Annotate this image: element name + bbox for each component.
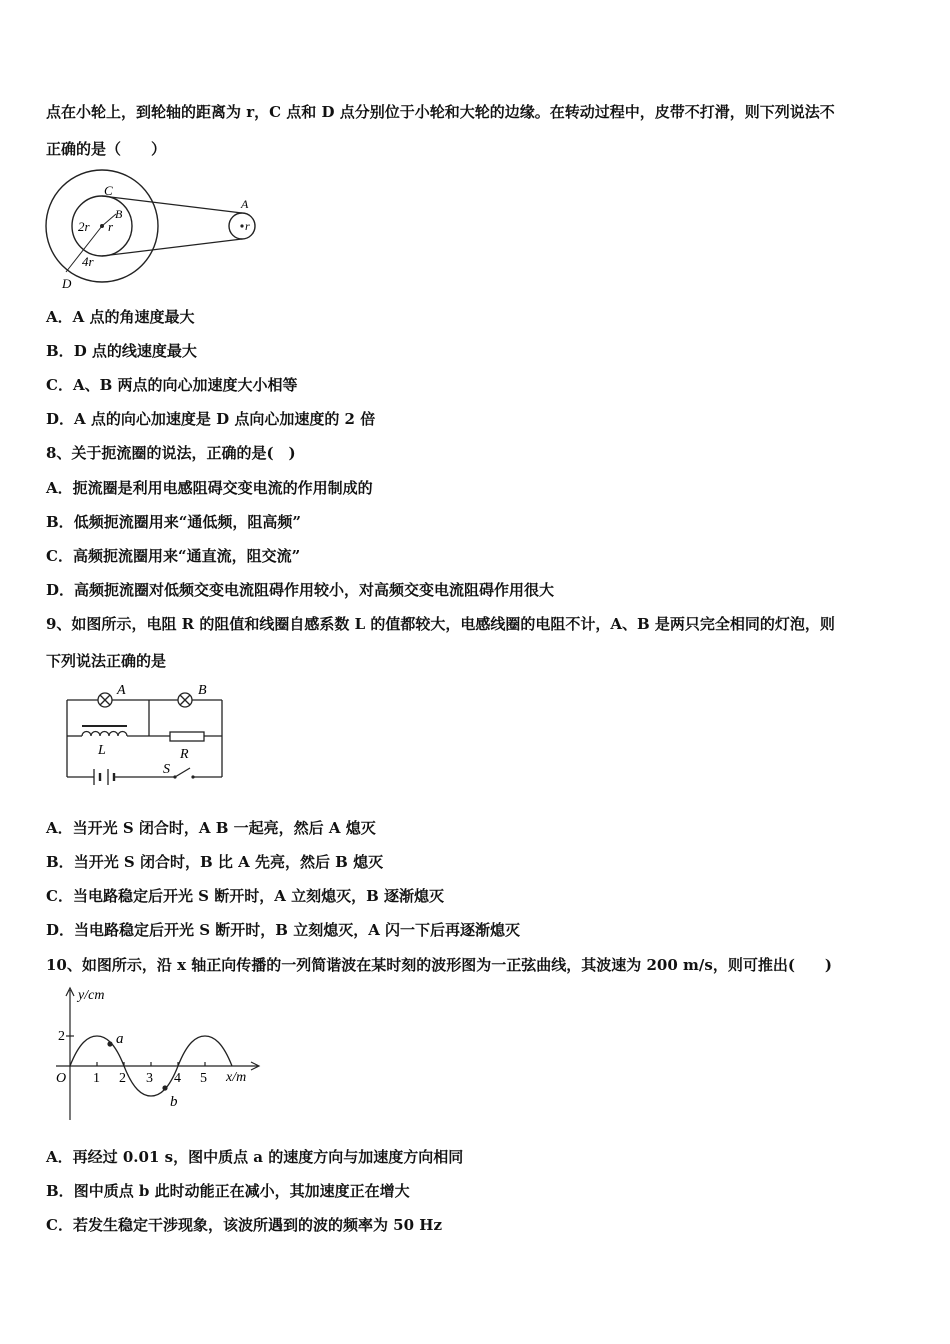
q9-option-c: C．当电路稳定后开光 S 断开时，A 立刻熄灭，B 逐渐熄灭 (46, 887, 444, 905)
label-switch: S (163, 762, 170, 777)
label-c: C (104, 183, 113, 198)
label-b: B (115, 207, 123, 221)
q10-option-c: C．若发生稳定干涉现象，该波所遇到的波的频率为 50 Hz (46, 1216, 442, 1234)
q7-option-a: A．A 点的角速度最大 (46, 308, 195, 326)
q8-option-b: B．低频扼流圈用来“通低频，阻高频” (46, 513, 301, 531)
point-a-label: a (116, 1031, 124, 1047)
label-a: A (241, 197, 249, 211)
label-resistor: R (180, 747, 189, 762)
q9-option-d: D．当电路稳定后开光 S 断开时，B 立刻熄灭，A 闪一下后再逐渐熄灭 (46, 921, 521, 939)
q8-option-d: D．高频扼流圈对低频交变电流阻碍作用较小，对高频交变电流阻碍作用很大 (46, 581, 555, 599)
label-lamp-b: B (198, 683, 207, 698)
x-tick-2: 2 (119, 1071, 126, 1086)
circuit-figure (60, 680, 230, 786)
q7-option-b: B．D 点的线速度最大 (46, 342, 197, 360)
q7-option-c: C．A、B 两点的向心加速度大小相等 (46, 376, 298, 394)
y-axis-label: y/cm (78, 988, 105, 1003)
label-ra: r (245, 219, 250, 233)
label-lamp-a: A (117, 683, 126, 698)
x-tick-4: 4 (174, 1071, 181, 1086)
q9-option-a: A．当开光 S 闭合时，A B 一起亮，然后 A 熄灭 (46, 819, 376, 837)
label-2r: 2r (78, 219, 90, 234)
q9-option-b: B．当开光 S 闭合时，B 比 A 先亮，然后 B 熄灭 (46, 853, 384, 871)
x-tick-5: 5 (200, 1071, 207, 1086)
point-b-label: b (170, 1094, 178, 1110)
label-d: D (62, 276, 72, 291)
x-tick-1: 1 (93, 1071, 100, 1086)
q9-stem-line2: 下列说法正确的是 (46, 652, 167, 670)
pulley-belt-figure (44, 168, 270, 292)
q10-stem: 10、如图所示，沿 x 轴正向传播的一列简谐波在某时刻的波形图为一正弦曲线，其波速为 200 m/s，则可推出( ) (46, 956, 833, 974)
q10-option-b: B．图中质点 b 此时动能正在减小，其加速度正在增大 (46, 1182, 410, 1200)
q9-stem-line1: 9、如图所示，电阻 R 的阻值和线圈自感系数 L 的值都较大，电感线圈的电阻不计，A、B 是两只完全相同的灯泡，则 (46, 615, 835, 633)
label-4r: 4r (82, 254, 94, 269)
x-tick-3: 3 (146, 1071, 153, 1086)
y-tick-2: 2 (58, 1029, 65, 1044)
q7-stem-line1: 点在小轮上，到轮轴的距离为 r，C 点和 D 点分别位于小轮和大轮的边缘。在转动过程中，皮带不打滑，则下列说法不 (46, 103, 835, 121)
q8-option-c: C．高频扼流圈用来“通直流，阻交流” (46, 547, 301, 565)
wave-graph-figure (48, 982, 270, 1124)
q7-stem-line2: 正确的是（ ） (46, 140, 167, 158)
q8-option-a: A．扼流圈是利用电感阻碍交变电流的作用制成的 (46, 479, 373, 497)
x-axis-label: x/m (226, 1070, 247, 1085)
label-inductor: L (98, 743, 106, 758)
q7-option-d: D．A 点的向心加速度是 D 点向心加速度的 2 倍 (46, 410, 376, 428)
q10-option-a: A．再经过 0.01 s，图中质点 a 的速度方向与加速度方向相同 (46, 1148, 464, 1166)
q8-stem: 8、关于扼流圈的说法，正确的是( ) (46, 444, 296, 462)
label-r: r (108, 219, 114, 234)
origin-label: O (56, 1071, 67, 1086)
